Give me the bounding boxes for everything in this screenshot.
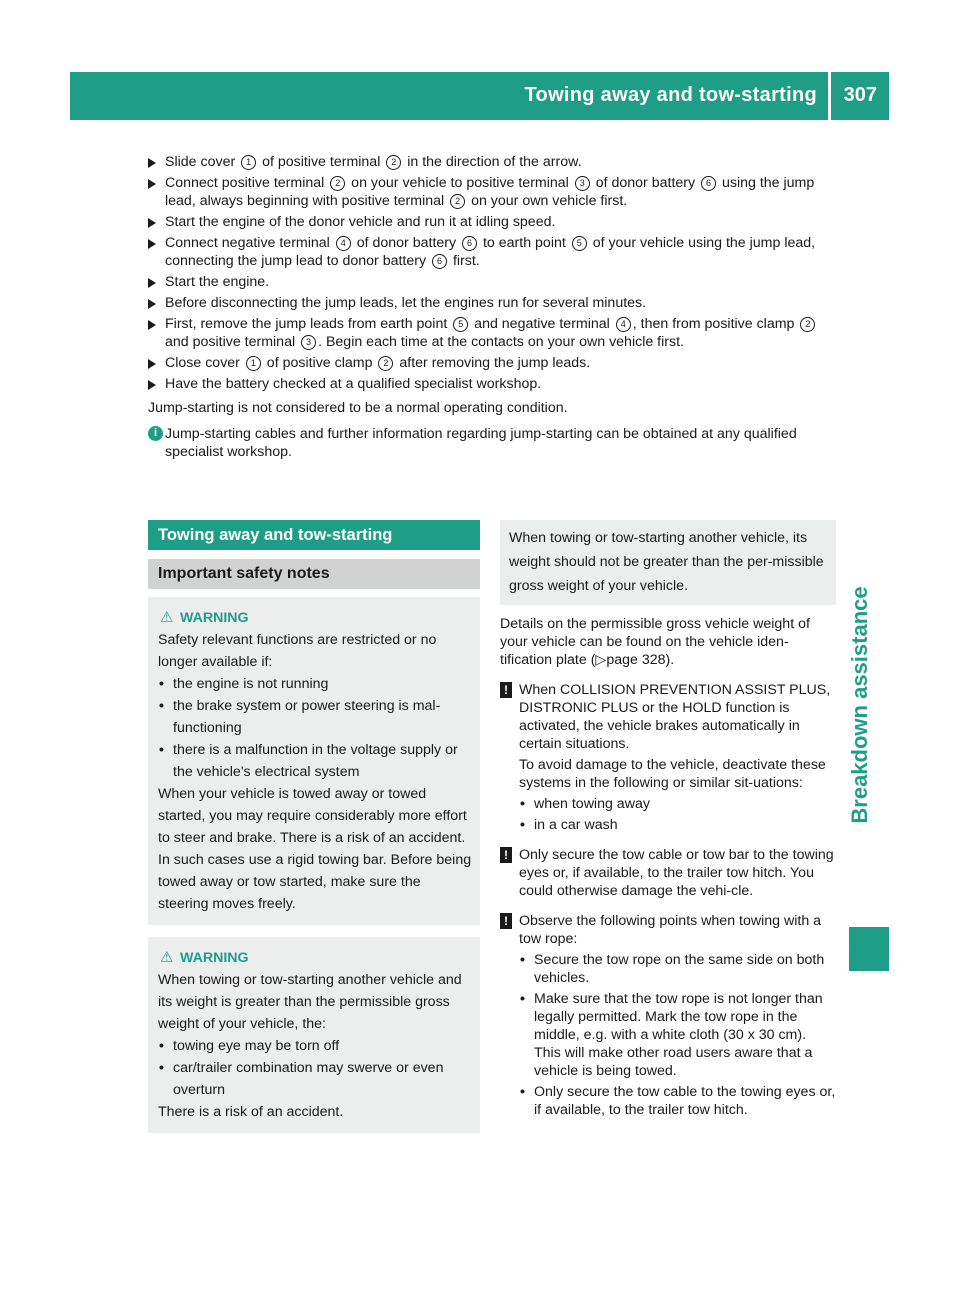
notice-text: To avoid damage to the vehicle, deactivate these systems in the following or similar sit-uations: — [519, 757, 826, 791]
notice-bullet: • Secure the tow rope on the same side on both vehicles. — [519, 951, 836, 987]
step-text: after removing the jump leads. — [395, 355, 591, 371]
info-note-text: Jump-starting cables and further information regarding jump-starting can be obtained at any qualified specialist workshop. — [165, 426, 797, 460]
reference-number: 2 — [378, 356, 393, 371]
step-text: . Begin each time at the contacts on your own vehicle first. — [318, 334, 684, 350]
step-text: on your vehicle to positive terminal — [347, 175, 573, 191]
step-arrow-icon — [148, 380, 156, 390]
step-text: Before disconnecting the jump leads, let the engines run for several minutes. — [165, 295, 647, 311]
warning-box-1 — [148, 597, 480, 925]
reference-number: 2 — [450, 194, 465, 209]
page-ref-arrow-icon: ▷ — [595, 652, 607, 668]
warning-bullet: • car/trailer combination may swerve or even overturn — [158, 1057, 472, 1101]
section-title: Towing away and tow-starting — [148, 520, 480, 550]
warning-triangle-icon: ⚠ — [160, 609, 174, 626]
reference-number: 5 — [572, 236, 587, 251]
header-title: Towing away and tow-starting — [524, 84, 817, 106]
step-text: on your own vehicle first. — [467, 193, 628, 209]
jump-start-note: Jump-starting is not considered to be a normal operating condition. — [148, 400, 568, 416]
step-list — [148, 153, 838, 393]
reference-number: 2 — [800, 317, 815, 332]
right-column — [500, 520, 836, 1122]
reference-number: 4 — [336, 236, 351, 251]
page-header — [70, 72, 889, 120]
step-arrow-icon — [148, 278, 156, 288]
notice-text: When COLLISION PREVENTION ASSIST PLUS, DISTRONIC PLUS or the HOLD function is activated, the vehicle brakes automatically in certain situations. — [519, 682, 831, 752]
reference-number: 2 — [330, 176, 345, 191]
reference-number: 6 — [462, 236, 477, 251]
notice-3 — [500, 912, 836, 1119]
step-text: , then from positive clamp — [632, 316, 799, 332]
reference-number: 6 — [701, 176, 716, 191]
exclamation-icon: ! — [500, 913, 512, 929]
instruction-step — [148, 213, 838, 231]
warning-heading — [158, 607, 472, 629]
reference-number: 3 — [301, 335, 316, 350]
instruction-step — [148, 315, 838, 351]
instruction-step — [148, 294, 838, 312]
instruction-step — [148, 174, 838, 210]
step-arrow-icon — [148, 218, 156, 228]
reference-number: 4 — [616, 317, 631, 332]
side-tab-marker — [849, 927, 889, 971]
reference-number: 2 — [386, 155, 401, 170]
warning-paragraph: When your vehicle is towed away or towed started, you may require considerably more effort to steer and brake. There is a risk of an accident. — [158, 786, 467, 846]
warning-box-2 — [148, 937, 480, 1133]
reference-number: 6 — [432, 254, 447, 269]
info-icon: i — [148, 426, 163, 441]
step-text: of your vehicle using the jump lead, connecting the jump lead to donor battery — [165, 235, 816, 269]
notice-bullet: • Only secure the tow cable to the towing eyes or, if available, to the trailer tow hitch. — [519, 1083, 836, 1119]
notice-text: Only secure the tow cable or tow bar to the towing eyes or, if available, to the trailer tow hitch. You could otherwise damage the vehi-cle. — [519, 847, 834, 899]
step-text: using the jump lead, always beginning with positive terminal — [165, 175, 815, 209]
step-arrow-icon — [148, 239, 156, 249]
step-text: of positive clamp — [262, 355, 377, 371]
notice-bullet: • in a car wash — [519, 816, 836, 834]
side-tab-label: Breakdown assistance — [847, 586, 872, 824]
step-text: First, remove the jump leads from earth point — [165, 316, 452, 332]
step-text: in the direction of the arrow. — [403, 154, 582, 170]
instruction-step — [148, 273, 838, 291]
notice-1 — [500, 681, 836, 834]
reference-number: 5 — [453, 317, 468, 332]
step-text: Connect negative terminal — [165, 235, 334, 251]
step-text: Start the engine of the donor vehicle and run it at idling speed. — [165, 214, 556, 230]
step-arrow-icon — [148, 158, 156, 168]
instruction-step — [148, 354, 838, 372]
step-arrow-icon — [148, 320, 156, 330]
jump-start-steps — [148, 153, 838, 461]
weight-note-box: When towing or tow-starting another vehicle, its weight should not be greater than the per-missible gross weight of your vehicle. — [500, 520, 836, 605]
notice-text: Observe the following points when towing with a tow rope: — [519, 913, 822, 947]
warning-paragraph: In such cases use a rigid towing bar. Before being towed away or tow started, make sure the steering moves freely. — [158, 852, 472, 912]
warning-bullet: • the engine is not running — [158, 673, 472, 695]
subsection-title: Important safety notes — [148, 559, 480, 589]
instruction-step — [148, 234, 838, 270]
step-text: Have the battery checked at a qualified specialist workshop. — [165, 376, 542, 392]
warning-bullet: • towing eye may be torn off — [158, 1035, 472, 1057]
notice-2 — [500, 846, 836, 900]
notice-bullet: • Make sure that the tow rope is not longer than legally permitted. Mark the tow rope in the middle, e.g. with a white cloth (30 x 30 cm). This will make other road users aware that a vehicle is being towed. — [519, 990, 836, 1080]
step-text: Slide cover — [165, 154, 240, 170]
step-text: and negative terminal — [470, 316, 614, 332]
warning-outro: There is a risk of an accident. — [158, 1104, 344, 1120]
step-arrow-icon — [148, 359, 156, 369]
reference-number: 3 — [575, 176, 590, 191]
left-column — [148, 520, 480, 1133]
header-divider — [828, 72, 831, 120]
step-text: and positive terminal — [165, 334, 300, 350]
step-text: first. — [449, 253, 480, 269]
warning-bullet: • there is a malfunction in the voltage supply or the vehicle's electrical system — [158, 739, 472, 783]
warning-triangle-icon: ⚠ — [160, 949, 174, 966]
page-number: 307 — [843, 84, 877, 106]
step-text: of positive terminal — [258, 154, 385, 170]
page-reference-link[interactable]: page 328 — [606, 652, 666, 668]
step-text: of donor battery — [352, 235, 461, 251]
details-paragraph — [500, 615, 836, 669]
warning-label: WARNING — [180, 950, 249, 966]
reference-number: 1 — [246, 356, 261, 371]
exclamation-icon: ! — [500, 847, 512, 863]
warning-heading — [158, 947, 472, 969]
info-note — [148, 425, 838, 461]
warning-intro: Safety relevant functions are restricted or no longer available if: — [158, 632, 437, 670]
details-text: Details on the permissible gross vehicle weight of your vehicle can be found on the vehicle iden-tification plate ( — [500, 616, 810, 668]
step-text: of donor battery — [591, 175, 700, 191]
warning-bullet: • the brake system or power steering is mal-functioning — [158, 695, 472, 739]
step-text: Start the engine. — [165, 274, 270, 290]
step-text: to earth point — [479, 235, 570, 251]
step-arrow-icon — [148, 179, 156, 189]
reference-number: 1 — [241, 155, 256, 170]
details-text-end: ). — [665, 652, 675, 668]
exclamation-icon: ! — [500, 682, 512, 698]
step-text: Close cover — [165, 355, 244, 371]
warning-label: WARNING — [180, 610, 249, 626]
instruction-step — [148, 153, 838, 171]
instruction-step — [148, 375, 838, 393]
step-text: Connect positive terminal — [165, 175, 329, 191]
warning-intro: When towing or tow-starting another vehicle and its weight is greater than the permissible gross weight of your vehicle, the: — [158, 972, 462, 1032]
notice-bullet: • when towing away — [519, 795, 836, 813]
step-arrow-icon — [148, 299, 156, 309]
side-tab — [835, 560, 885, 850]
